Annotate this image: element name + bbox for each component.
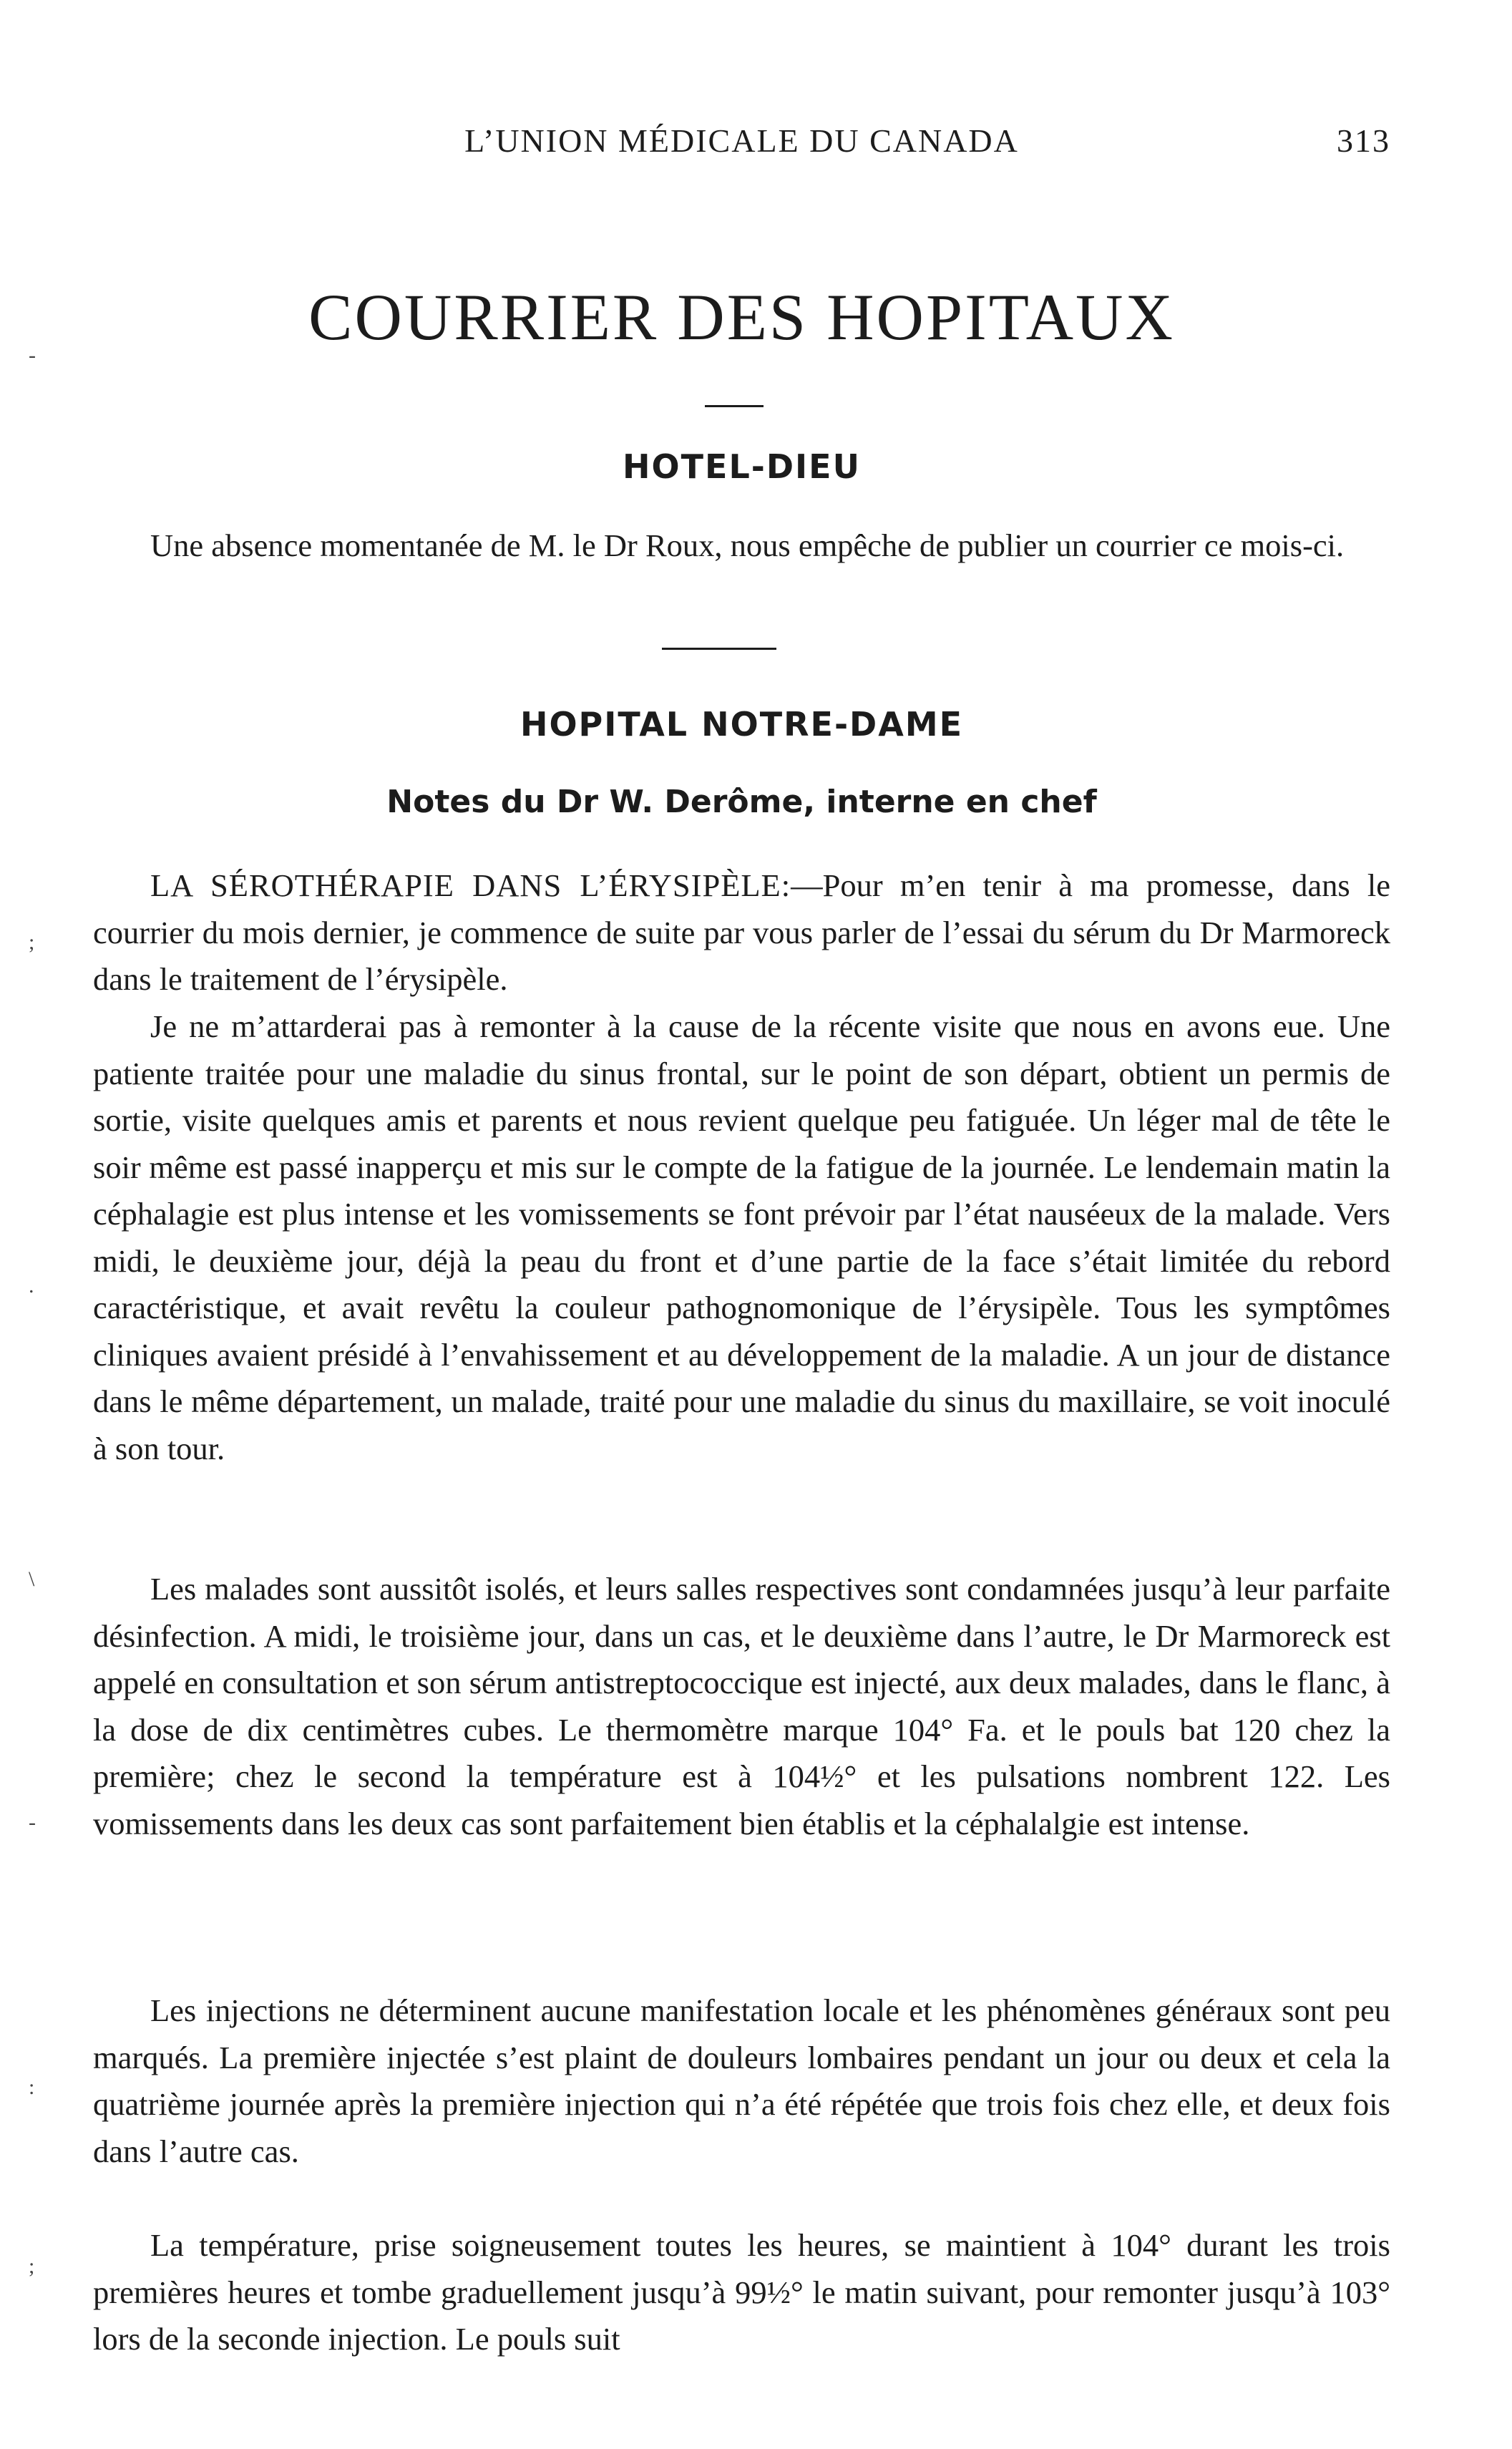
article-lead-title: LA SÉROTHÉRAPIE DANS L’ÉRYSIPÈLE: — [150, 867, 791, 903]
body-paragraph: Je ne m’attarderai pas à remonter à la cause de la récente visite que nous en avons eue. Une patiente traitée pour une maladie du sinus frontal, sur le point de son départ, obtient un permis de sortie, visite quelques amis et parents et nous revient quelque peu fatiguée. Un léger mal de tête le soir même est passé inapperçu et mis sur le compte de la fatigue de la journée. Le lendemain matin la céphalagie est plus intense et les vomissements se font prévoir par l’état nauséeux de la malade. Vers midi, le deuxième jour, déjà la peau du front et d’une partie de la face s’était limitée du rebord caractéristique, et avait revêtu la couleur pathognomonique de l’érysipèle. Tous les symptômes cliniques avaient présidé à l’envahissement et au développement de la maladie. A un jour de distance dans le même département, un malade, traité pour une maladie du sinus du maxillaire, se voit inoculé à son tour. — [93, 1008, 1390, 1466]
section-divider — [662, 648, 776, 650]
page-title: COURRIER DES HOPITAUX — [308, 281, 1175, 354]
body-paragraph — [93, 862, 1390, 1003]
hotel-dieu-paragraph: Une absence momentanée de M. le Dr Roux, nous empêche de publier un courrier ce mois-ci. — [150, 527, 1345, 563]
title-divider — [705, 405, 764, 407]
body-paragraph: Les malades sont aussitôt isolés, et leurs salles respectives sont condamnées jusqu’à leur parfaite désinfection. A midi, le troisième jour, dans un cas, et le deuxième dans l’autre, le Dr Marmoreck est appelé en consultation et son sérum antistreptococcique est injecté, aux deux malades, dans le flanc, à la dose de dix centimètres cubes. Le thermomètre marque 104° Fa. et le pouls bat 120 chez la première; chez le second la température est à 104½° et les pulsations nombrent 122. Les vomissements dans les deux cas sont parfaitement bien établis et la céphalalgie est intense. — [93, 1571, 1390, 1841]
section-heading-notre-dame: HOPITAL NOTRE-DAME — [520, 705, 964, 744]
page-number: 313 — [1337, 122, 1390, 159]
scan-margin-marks: - ; . \ - : ; — [29, 344, 36, 2278]
section-heading-hotel-dieu: HOTEL-DIEU — [623, 447, 861, 486]
paragraph-text: —Pour m’en tenir à ma promesse, dans le courrier du mois dernier, je commence de suite par vous parler de l’essai du sérum du Dr Marmoreck dans le traitement de l’érysipèle. — [93, 867, 1390, 997]
running-head — [93, 122, 1390, 165]
section-byline: Notes du Dr W. Derôme, interne en chef — [386, 784, 1097, 820]
journal-title: L’UNION MÉDICALE DU CANADA — [464, 122, 1019, 159]
body-paragraph: La température, prise soigneusement toutes les heures, se maintient à 104° durant les trois premières heures et tombe graduellement jusqu’à 99½° le matin suivant, pour remonter jusqu’à 103° lors de la seconde injection. Le pouls suit — [93, 2227, 1390, 2357]
body-paragraph: Les injections ne déterminent aucune manifestation locale et les phénomènes généraux sont peu marqués. La première injectée s’est plaint de douleurs lombaires pendant un jour ou deux et cela la quatrième journée après la première injection qui n’a été répétée que trois fois chez elle, et deux fois dans l’autre cas. — [93, 1992, 1390, 2169]
